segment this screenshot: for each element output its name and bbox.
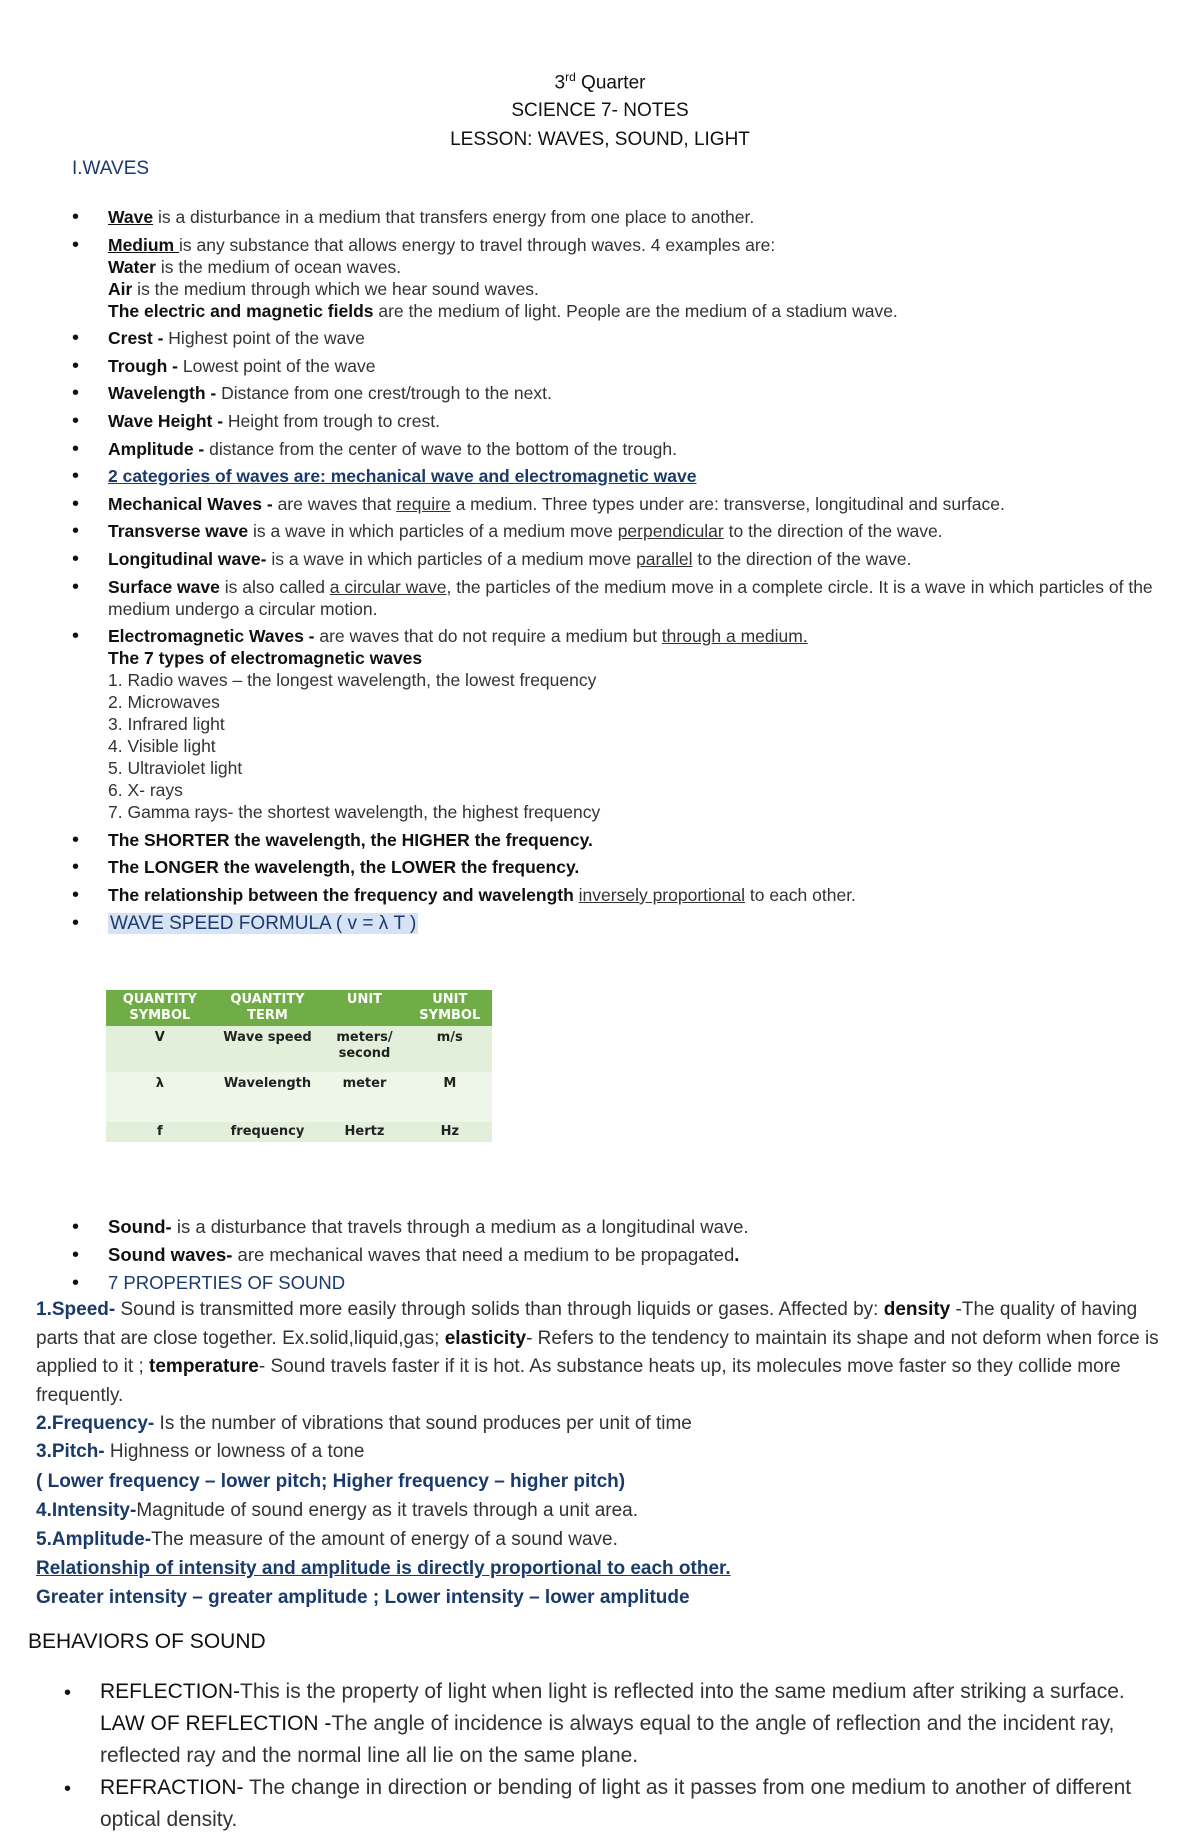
waves-list (72, 206, 1172, 940)
list-item (64, 1676, 1164, 1772)
definition-text: to the direction of the wave. (723, 521, 943, 542)
definition-text: is also called (219, 576, 330, 597)
amplitude-line (36, 1526, 1171, 1555)
list-item (72, 234, 1172, 322)
definition-text: Lowest point of the wave (182, 355, 376, 376)
term-surface-wave: Surface wave (108, 576, 220, 597)
em-type-item: 7. Gamma rays- the shortest wavelength, the highest frequency (108, 802, 601, 823)
term-amplitude: Amplitude - (108, 438, 210, 459)
term-sound-waves: Sound waves- (108, 1244, 233, 1265)
table-cell: λ (106, 1072, 214, 1122)
definition-text: is the medium of ocean waves. (155, 256, 402, 277)
list-item (72, 206, 1172, 228)
table-cell: Wavelength (214, 1072, 322, 1122)
list-item (72, 548, 1172, 570)
underlined-text: require (396, 493, 451, 514)
list-item (72, 438, 1172, 460)
term-elasticity: elasticity (444, 1327, 527, 1349)
wave-categories-line: 2 categories of waves are: mechanical wave and electromagnetic wave (108, 466, 697, 487)
term-pitch: 3.Pitch- (36, 1441, 105, 1462)
quarter-label: Quarter (575, 72, 646, 94)
definition-text: is a disturbance that travels through a medium as a longitudinal wave. (171, 1216, 749, 1237)
table-cell: meter (321, 1072, 407, 1122)
table-cell: frequency (214, 1122, 322, 1142)
behaviors-list (64, 1676, 1164, 1836)
list-item (72, 493, 1172, 515)
properties-heading: 7 PROPERTIES OF SOUND (108, 1272, 346, 1293)
em-type-item: 2. Microwaves (108, 692, 220, 713)
relationship-line (36, 1555, 1171, 1584)
pitch-note: ( Lower frequency – lower pitch; Higher frequency – higher pitch) (36, 1471, 626, 1492)
sub-line (108, 300, 1172, 322)
list-item (72, 410, 1172, 432)
table-header-cell: UNIT (321, 990, 407, 1026)
definition-text: The change in direction or bending of light as it passes from one medium to another of different optical density. (100, 1776, 1132, 1831)
definition-text: This is the property of light when light is reflected into the same medium after striking a surface. (240, 1680, 1125, 1703)
list-item (72, 1271, 1172, 1295)
table-cell: f (106, 1122, 214, 1142)
definition-text: is a wave in which particles of a medium move (266, 548, 637, 569)
table-row (106, 1026, 492, 1072)
definition-text: Magnitude of sound energy as it travels through a unit area. (136, 1500, 639, 1521)
table-header-cell: QUANTITY TERM (214, 990, 322, 1026)
shorter-wavelength-rule: The SHORTER the wavelength, the HIGHER the frequency. (108, 829, 593, 850)
em-type-item: 6. X- rays (108, 780, 183, 801)
list-item (72, 856, 1172, 878)
list-item (72, 576, 1172, 620)
list-item (64, 1772, 1164, 1836)
term-medium: Medium (108, 234, 179, 255)
wave-speed-formula: WAVE SPEED FORMULA ( v = λ T ) (110, 912, 417, 934)
table-cell: meters/ second (321, 1026, 407, 1072)
list-item (72, 465, 1172, 487)
definition-text: -The quality of having parts that are close together. Ex.solid,liquid,gas; (36, 1299, 1138, 1349)
definition-text: distance from the center of wave to the bottom of the trough. (209, 438, 678, 459)
term-sound-amplitude: 5.Amplitude- (36, 1529, 152, 1550)
sub-line (108, 278, 1172, 300)
term-trough: Trough - (108, 355, 183, 376)
definition-text: are mechanical waves that need a medium to be propagated (232, 1244, 735, 1265)
underlined-text: a circular wave (329, 576, 447, 597)
intensity-line (36, 1497, 1171, 1526)
definition-text: - Sound travels faster if it is hot. As substance heats up, its molecules move faster so they collide more frequently. (36, 1356, 1121, 1406)
sub-line (108, 256, 1172, 278)
em-types-title (108, 647, 1172, 669)
term-sound: Sound- (108, 1216, 172, 1237)
em-type-item: 1. Radio waves – the longest wavelength, the lowest frequency (108, 670, 597, 691)
behaviors-heading: BEHAVIORS OF SOUND (28, 1630, 266, 1653)
term-speed: 1.Speed- (36, 1299, 116, 1320)
term-transverse-wave: Transverse wave (108, 521, 249, 542)
list-item (72, 884, 1172, 906)
list-item (72, 1243, 1172, 1267)
intensity-amplitude-rule: Greater intensity – greater amplitude ; Lower intensity – lower amplitude (36, 1587, 690, 1608)
definition-text: Distance from one crest/trough to the next. (221, 383, 552, 404)
term-wave-height: Wave Height - (108, 410, 228, 431)
definition-text: Highness or lowness of a tone (104, 1441, 365, 1462)
definition-text: are waves that (277, 493, 397, 514)
term-em-fields: The electric and magnetic fields (108, 300, 374, 321)
table-cell: V (106, 1026, 214, 1072)
definition-text: Height from trough to crest. (227, 410, 440, 431)
definition-text: are waves that do not require a medium but (319, 626, 662, 647)
underlined-text: parallel (636, 548, 693, 569)
relationship-statement: Relationship of intensity and amplitude is directly proportional to each other. (36, 1558, 731, 1579)
longer-wavelength-rule: The LONGER the wavelength, the LOWER the frequency. (108, 857, 580, 878)
quantity-table (106, 990, 492, 1142)
definition-text: are the medium of light. People are the medium of a stadium wave. (373, 300, 898, 321)
underlined-text: perpendicular (617, 521, 724, 542)
table-row (106, 1122, 492, 1142)
underlined-text: inversely proportional (578, 884, 745, 905)
term-frequency: 2.Frequency- (36, 1413, 155, 1434)
definition-text: is the medium through which we hear sound waves. (132, 278, 539, 299)
definition-text: The angle of incidence is always equal to the angle of reflection and the incident ray, reflected ray and the normal line all lie on the same plane. (100, 1712, 1115, 1767)
table-header-cell: UNIT SYMBOL (408, 990, 492, 1026)
em-type-item: 4. Visible light (108, 736, 216, 757)
list-item (72, 1215, 1172, 1239)
speed-paragraph (36, 1296, 1171, 1410)
term-water: Water (108, 256, 156, 277)
definition-text: a medium. Three types under are: transverse, longitudinal and surface. (450, 493, 1005, 514)
table-cell: m/s (408, 1026, 492, 1072)
term-relationship: The relationship between the frequency and wavelength (108, 884, 579, 905)
em-type-item: 5. Ultraviolet light (108, 758, 243, 779)
definition-text: to each other. (745, 884, 856, 905)
definition-text: Sound is transmitted more easily through solids than through liquids or gases. Affected by: (115, 1299, 884, 1320)
term-intensity: 4.Intensity- (36, 1500, 137, 1521)
underlined-text: through a medium. (661, 626, 808, 647)
definition-text: is any substance that allows energy to travel through waves. 4 examples are: (178, 234, 776, 255)
definition-text: to the direction of the wave. (692, 548, 912, 569)
list-item (72, 625, 1172, 823)
em-types-heading: The 7 types of electromagnetic waves (108, 648, 423, 669)
list-item (72, 520, 1172, 542)
list-item (72, 829, 1172, 851)
term-air: Air (108, 278, 133, 299)
frequency-line (36, 1410, 1171, 1439)
term-temperature: temperature (149, 1356, 259, 1377)
quarter-number: 3 (554, 72, 566, 94)
term-electromagnetic-waves: Electromagnetic Waves - (108, 626, 320, 647)
term-wavelength: Wavelength - (108, 383, 222, 404)
table-cell: Hertz (321, 1122, 407, 1142)
term-wave: Wave (108, 207, 154, 227)
definition-text: is a disturbance in a medium that transfers energy from one place to another. (153, 207, 755, 227)
term-refraction: REFRACTION- (100, 1776, 244, 1799)
list-item (72, 327, 1172, 349)
definition-text: - Refers to the tendency to maintain its shape and not deform when force is applied to it ; (36, 1327, 1159, 1377)
period-mark: . (734, 1244, 740, 1265)
table-row (106, 1072, 492, 1122)
em-type-item: 3. Infrared light (108, 714, 225, 735)
definition-text: The measure of the amount of energy of a sound wave. (151, 1529, 618, 1550)
quarter-suffix: rd (565, 70, 576, 84)
term-longitudinal-wave: Longitudinal wave- (108, 548, 267, 569)
list-item (72, 912, 1172, 935)
term-density: density (883, 1299, 951, 1320)
pitch-line (36, 1438, 1171, 1467)
table-cell: Hz (408, 1122, 492, 1142)
definition-text: Highest point of the wave (168, 328, 365, 349)
section-title-waves: I.WAVES (72, 158, 150, 179)
greater-line (36, 1584, 1171, 1613)
term-crest: Crest - (108, 328, 169, 349)
table-cell: M (408, 1072, 492, 1122)
list-item (72, 382, 1172, 404)
term-mechanical-waves: Mechanical Waves - (108, 493, 278, 514)
definition-text: , the particles of the medium move in a complete circle. It is a wave in which particles of the medium undergo a circular motion. (108, 576, 1153, 619)
sound-list (72, 1215, 1172, 1299)
term-law-of-reflection: LAW OF REFLECTION - (100, 1712, 332, 1735)
table-cell: Wave speed (214, 1026, 322, 1072)
list-item (72, 355, 1172, 377)
table-header-row (106, 990, 492, 1026)
definition-text: is a wave in which particles of a medium move (248, 521, 618, 542)
quarter-heading (0, 70, 1200, 94)
definition-text: Is the number of vibrations that sound produces per unit of time (154, 1413, 692, 1434)
subject-heading: SCIENCE 7- NOTES (511, 100, 689, 121)
table-header-cell: QUANTITY SYMBOL (106, 990, 214, 1026)
pitch-note-line (36, 1468, 1171, 1497)
term-reflection: REFLECTION- (100, 1680, 241, 1703)
lesson-heading: LESSON: WAVES, SOUND, LIGHT (450, 129, 750, 150)
